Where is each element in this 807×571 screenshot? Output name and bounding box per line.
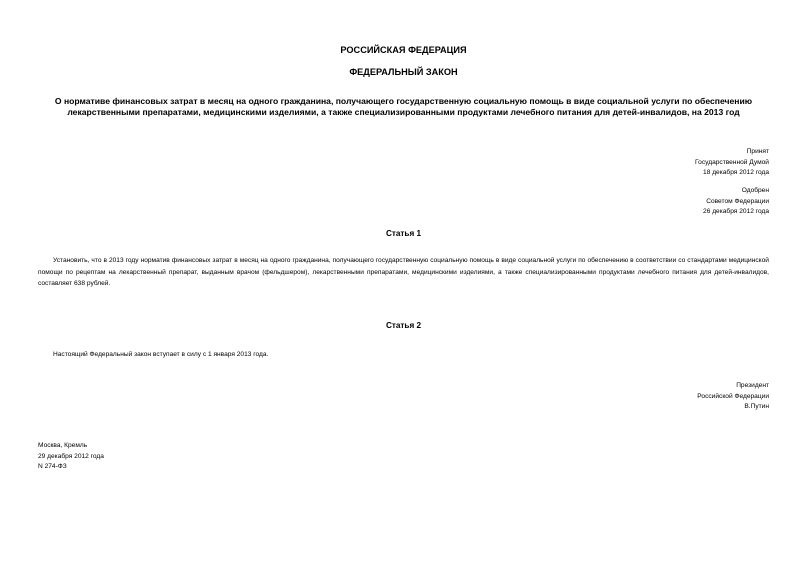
law-title-line-1: О нормативе финансовых затрат в месяц на одного гражданина, получающего государственную социальную помощь в виде социальной услуги по обеспечению bbox=[54, 96, 753, 106]
approval-line-3: 26 декабря 2012 года bbox=[703, 208, 769, 215]
adoption-block bbox=[695, 147, 769, 179]
article-2-text: Настоящий Федеральный закон вступает в силу с 1 января 2013 года. bbox=[53, 351, 269, 358]
article-1-text: Установить, что в 2013 году норматив финансовых затрат в месяц на одного гражданина, получающего государственную социальную помощь в виде социальной услуги по обеспечению в соответствии со стандартами медицинской помощи по рецептам на лекарственный препарат, выданным врачом (фельдшером), лекарственными препаратами, медицинскими изделиями, а также специализированными продуктами лечебного питания для детей-инвалидов, составляет 638 рублей. bbox=[38, 257, 769, 287]
signature-line-3: В.Путин bbox=[744, 403, 769, 410]
adoption-line-1: Принят bbox=[746, 148, 769, 155]
approval-line-1: Одобрен bbox=[741, 187, 769, 194]
approval-block bbox=[703, 186, 769, 218]
footer-number: N 274-ФЗ bbox=[38, 463, 67, 470]
article-1-title: Статья 1 bbox=[385, 229, 422, 238]
law-title-line-2: лекарственными препаратами, медицинскими изделиями, а также специализированными продуктами лечебного питания для детей-инвалидов, на 2013 год bbox=[67, 107, 740, 117]
footer-date: 29 декабря 2012 года bbox=[38, 452, 104, 460]
footer-block bbox=[38, 441, 104, 473]
law-title bbox=[40, 96, 767, 118]
country-heading: РОССИЙСКАЯ ФЕДЕРАЦИЯ bbox=[340, 45, 467, 55]
signature-block bbox=[697, 381, 769, 413]
approval-line-2: Советом Федерации bbox=[706, 197, 769, 205]
signature-line-1: Президент bbox=[736, 382, 769, 389]
law-type-heading: ФЕДЕРАЛЬНЫЙ ЗАКОН bbox=[349, 67, 458, 77]
footer-place: Москва, Кремль bbox=[38, 442, 88, 449]
article-2-title: Статья 2 bbox=[385, 321, 422, 330]
signature-line-2: Российской Федерации bbox=[697, 392, 769, 400]
adoption-line-2: Государственной Думой bbox=[695, 158, 769, 166]
adoption-line-3: 18 декабря 2012 года bbox=[703, 169, 769, 176]
